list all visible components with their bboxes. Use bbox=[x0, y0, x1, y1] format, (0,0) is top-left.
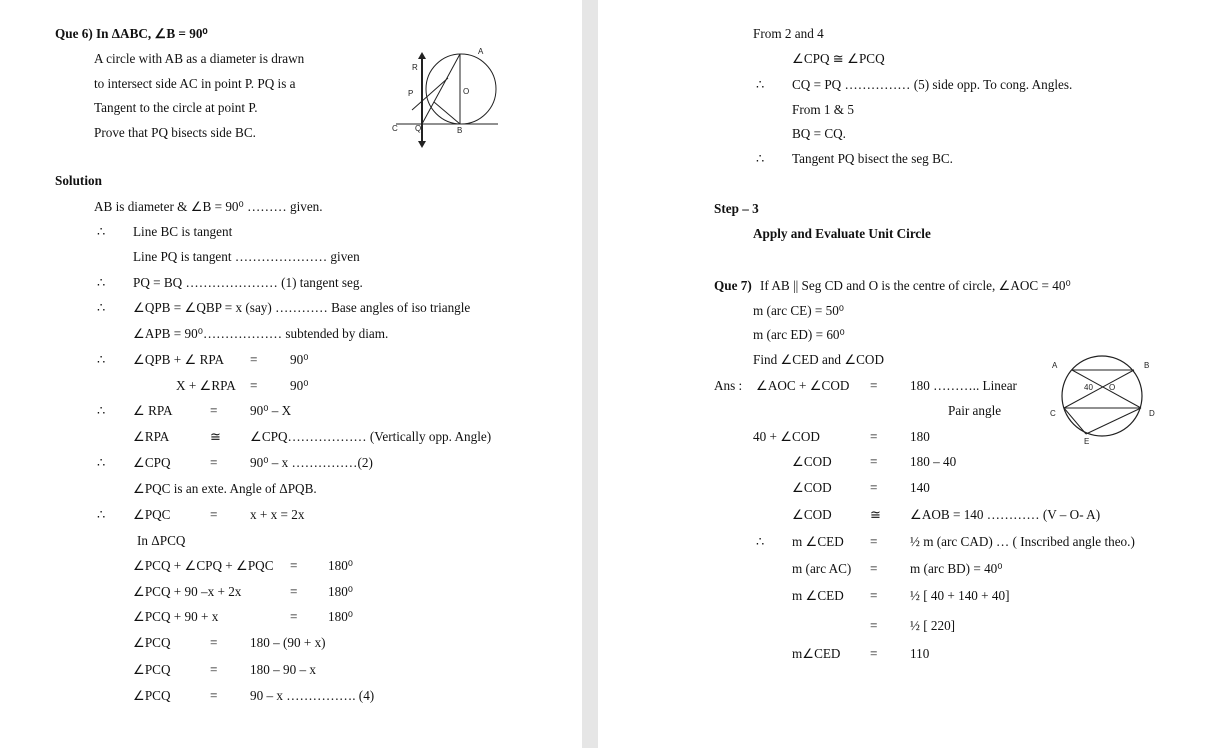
row-text: ∠CPQ ≅ ∠PCQ bbox=[792, 51, 885, 66]
row-text: Line BC is tangent bbox=[133, 224, 233, 239]
q7-circle bbox=[1062, 356, 1142, 436]
row-op: ≅ bbox=[870, 507, 882, 522]
row-op: = bbox=[210, 662, 218, 677]
row-lhs: ∠PCQ + 90 + x bbox=[133, 609, 219, 624]
row-text: BQ = CQ. bbox=[792, 126, 846, 141]
row-rhs: 180 – 90 – x bbox=[250, 662, 316, 677]
row-rhs: 140 bbox=[910, 480, 930, 495]
row-lhs: ∠AOC + ∠COD bbox=[756, 378, 850, 393]
q7-given: m (arc ED) = 60⁰ bbox=[753, 327, 845, 342]
row-lhs: X + ∠RPA bbox=[176, 378, 236, 393]
row-rhs: 90⁰ bbox=[290, 352, 309, 367]
row-rhs: Pair angle bbox=[948, 403, 1002, 418]
row-lhs: ∠PCQ bbox=[133, 662, 171, 677]
row-lhs: ∠COD bbox=[792, 454, 832, 469]
row-rhs: 180 bbox=[910, 429, 930, 444]
row-lhs: ∠PCQ + ∠CPQ + ∠PQC bbox=[133, 558, 274, 573]
q6-line: to intersect side AC in point P. PQ is a bbox=[94, 76, 296, 91]
row-text: ∠PQC is an exte. Angle of ΔPQB. bbox=[133, 481, 317, 496]
label-a: A bbox=[1052, 361, 1058, 370]
label-b: B bbox=[457, 126, 463, 135]
label-o: O bbox=[463, 87, 470, 96]
row-rhs: 90⁰ – x ……………(2) bbox=[250, 455, 373, 470]
row-lhs: ∠QPB + ∠ RPA bbox=[133, 352, 225, 367]
row-rhs: 90⁰ bbox=[290, 378, 309, 393]
row-text: ∠APB = 90⁰……………… subtended by diam. bbox=[133, 326, 389, 341]
q7-title: If AB || Seg CD and O is the centre of circle, ∠AOC = 40⁰ bbox=[760, 278, 1071, 293]
row-text: Tangent PQ bisect the seg BC. bbox=[792, 151, 953, 166]
row-op: = bbox=[870, 618, 878, 633]
row-op: = bbox=[210, 507, 218, 522]
therefore-symbol: ∴ bbox=[97, 455, 106, 470]
row-text: In ΔPCQ bbox=[137, 533, 186, 548]
row-rhs: 180⁰ bbox=[328, 609, 354, 624]
row-op: = bbox=[870, 646, 878, 661]
q6-arrow-up bbox=[418, 52, 426, 59]
row-rhs: x + x = 2x bbox=[250, 507, 305, 522]
row-text: AB is diameter & ∠B = 90⁰ ……… given. bbox=[94, 199, 323, 214]
row-op: = bbox=[290, 558, 298, 573]
q7-line-ad bbox=[1072, 370, 1141, 408]
row-text: Line PQ is tangent ………………… given bbox=[133, 249, 360, 264]
therefore-symbol: ∴ bbox=[97, 224, 106, 239]
q6-circle bbox=[426, 54, 496, 124]
q7-given: m (arc CE) = 50⁰ bbox=[753, 303, 845, 318]
row-text: CQ = PQ …………… (5) side opp. To cong. Angles. bbox=[792, 77, 1073, 92]
row-op: = bbox=[870, 480, 878, 495]
row-op: = bbox=[210, 455, 218, 470]
row-text: PQ = BQ ………………… (1) tangent seg. bbox=[133, 275, 363, 290]
label-c: C bbox=[392, 124, 398, 133]
q7-number: Que 7) bbox=[714, 278, 752, 293]
label-o: O bbox=[1109, 383, 1116, 392]
row-op: = bbox=[250, 352, 258, 367]
row-text: ∠QPB = ∠QBP = x (say) ………… Base angles of iso triangle bbox=[133, 300, 471, 315]
row-op: = bbox=[870, 429, 878, 444]
row-rhs: ½ [ 220] bbox=[910, 618, 956, 633]
label-angle: 40 bbox=[1084, 383, 1093, 392]
row-op: = bbox=[290, 584, 298, 599]
label-p: P bbox=[408, 89, 414, 98]
therefore-symbol: ∴ bbox=[756, 77, 765, 92]
therefore-symbol: ∴ bbox=[97, 275, 106, 290]
row-lhs: ∠RPA bbox=[133, 429, 170, 444]
q6-arrow-down bbox=[418, 141, 426, 148]
row-op: = bbox=[870, 534, 878, 549]
q7-figure bbox=[1046, 354, 1162, 444]
row-rhs: 180 ……….. Linear bbox=[910, 378, 1017, 393]
row-text: From 2 and 4 bbox=[753, 26, 824, 41]
row-op: = bbox=[210, 403, 218, 418]
row-rhs: ∠CPQ……………… (Vertically opp. Angle) bbox=[250, 429, 492, 444]
row-lhs: m∠CED bbox=[792, 646, 841, 661]
therefore-symbol: ∴ bbox=[756, 151, 765, 166]
row-lhs: ∠ RPA bbox=[133, 403, 173, 418]
label-a: A bbox=[478, 47, 484, 56]
step-title: Step – 3 bbox=[714, 201, 759, 216]
q6-line: Tangent to the circle at point P. bbox=[94, 100, 258, 115]
row-rhs: 90⁰ – X bbox=[250, 403, 292, 418]
row-rhs: m (arc BD) = 40⁰ bbox=[910, 561, 1003, 576]
row-lhs: ∠PQC bbox=[133, 507, 171, 522]
row-text: From 1 & 5 bbox=[792, 102, 854, 117]
row-rhs: ½ m (arc CAD) … ( Inscribed angle theo.) bbox=[910, 534, 1135, 549]
row-lhs: ∠COD bbox=[792, 480, 832, 495]
row-rhs: 180⁰ bbox=[328, 584, 354, 599]
q6-line-ac bbox=[422, 54, 460, 124]
therefore-symbol: ∴ bbox=[97, 352, 106, 367]
row-lhs: 40 + ∠COD bbox=[753, 429, 820, 444]
row-op: = bbox=[210, 688, 218, 703]
row-lhs: ∠PCQ + 90 –x + 2x bbox=[133, 584, 242, 599]
ans-label: Ans : bbox=[714, 378, 743, 393]
row-op: = bbox=[870, 588, 878, 603]
row-rhs: ∠AOB = 140 ………… (V – O- A) bbox=[910, 507, 1101, 522]
q6-line: Prove that PQ bisects side BC. bbox=[94, 125, 256, 140]
row-op: = bbox=[210, 635, 218, 650]
row-op: = bbox=[290, 609, 298, 624]
step-subtitle: Apply and Evaluate Unit Circle bbox=[753, 226, 931, 241]
left-page bbox=[0, 0, 582, 748]
therefore-symbol: ∴ bbox=[97, 403, 106, 418]
label-q: Q bbox=[415, 124, 422, 133]
row-op: = bbox=[250, 378, 258, 393]
row-rhs: ½ [ 40 + 140 + 40] bbox=[910, 588, 1010, 603]
q6-title: Que 6) In ΔABC, ∠B = 90⁰ bbox=[55, 26, 208, 41]
row-rhs: 180 – (90 + x) bbox=[250, 635, 326, 650]
row-rhs: 110 bbox=[910, 646, 930, 661]
row-lhs: m ∠CED bbox=[792, 588, 844, 603]
row-op: = bbox=[870, 378, 878, 393]
row-lhs: ∠PCQ bbox=[133, 688, 171, 703]
row-lhs: m (arc AC) bbox=[792, 561, 852, 576]
label-c: C bbox=[1050, 409, 1056, 418]
q7-chord-ce bbox=[1064, 408, 1086, 434]
therefore-symbol: ∴ bbox=[97, 507, 106, 522]
q7-find: Find ∠CED and ∠COD bbox=[753, 352, 884, 367]
row-rhs: 90 – x ……………. (4) bbox=[250, 688, 375, 703]
label-e: E bbox=[1084, 437, 1090, 444]
row-op: = bbox=[870, 561, 878, 576]
row-lhs: m ∠CED bbox=[792, 534, 844, 549]
row-lhs: ∠COD bbox=[792, 507, 832, 522]
therefore-symbol: ∴ bbox=[756, 534, 765, 549]
therefore-symbol: ∴ bbox=[97, 300, 106, 315]
label-r: R bbox=[412, 63, 418, 72]
right-page bbox=[598, 0, 1210, 748]
row-lhs: ∠CPQ bbox=[133, 455, 171, 470]
label-b: B bbox=[1144, 361, 1150, 370]
row-rhs: 180 – 40 bbox=[910, 454, 957, 469]
row-lhs: ∠PCQ bbox=[133, 635, 171, 650]
label-d: D bbox=[1149, 409, 1155, 418]
row-rhs: 180⁰ bbox=[328, 558, 354, 573]
solution-heading: Solution bbox=[55, 173, 102, 188]
row-op: ≅ bbox=[210, 429, 222, 444]
row-op: = bbox=[870, 454, 878, 469]
q7-line-bc bbox=[1064, 370, 1134, 408]
q6-figure bbox=[388, 44, 498, 150]
q6-line: A circle with AB as a diameter is drawn bbox=[94, 51, 305, 66]
